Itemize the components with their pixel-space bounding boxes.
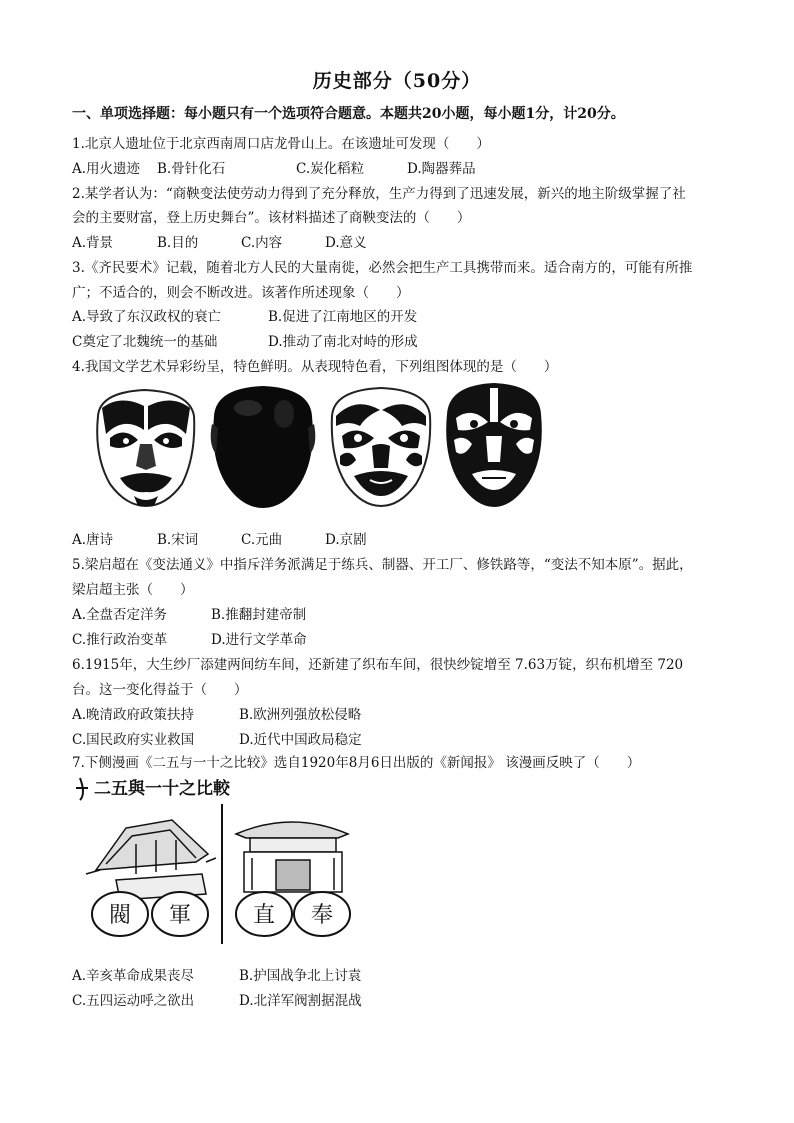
cartoon-label-zhi: 直 (252, 903, 276, 928)
question-2-option-b[interactable]: B.目的 (157, 235, 199, 251)
cartoon-right-sacks (236, 892, 350, 936)
question-3-option-b[interactable]: B.促进了江南地区的开发 (268, 309, 418, 325)
cartoon-left-building (86, 820, 216, 900)
question-4-option-c[interactable]: C.元曲 (241, 532, 283, 548)
cartoon-figure (76, 774, 376, 954)
question-6-option-a[interactable]: A.晚清政府政策扶持 (72, 707, 195, 723)
question-5-stem-line-2: 梁启超主张（ ） (72, 582, 194, 598)
question-2-option-a[interactable]: A.背景 (72, 235, 114, 251)
question-5-option-a[interactable]: A.全盘否定洋务 (72, 607, 168, 623)
question-6-option-d[interactable]: D.近代中国政局稳定 (239, 732, 362, 748)
question-3-option-c[interactable]: C奠定了北魏统一的基础 (72, 334, 218, 350)
cartoon-label-jun: 軍 (168, 903, 192, 928)
question-7-option-b[interactable]: B.护国战争北上讨袁 (239, 968, 362, 984)
question-4-option-b[interactable]: B.宋词 (157, 532, 199, 548)
question-7-stem: 7.下侧漫画《二五与一十之比较》选自1920年8月6日出版的《新闻报》 该漫画反映了（ ） (72, 755, 641, 771)
question-3-stem-line-2: 广；不适合的，则会不断改进。该著作所述现象（ ） (72, 285, 410, 301)
question-4-option-a[interactable]: A.唐诗 (72, 532, 114, 548)
opera-masks-figure (80, 380, 550, 510)
question-7-option-d[interactable]: D.北洋军阀割据混战 (239, 993, 362, 1009)
question-5-stem-line-1: 5.梁启超在《变法通义》中指斥洋务派满足于练兵、制器、开工厂、修铁路等，“变法不知本原”。据此， (72, 557, 693, 573)
mask-3-image (332, 388, 430, 506)
question-2-stem-line-1: 2.某学者认为：“商鞅变法使劳动力得到了充分释放，生产力得到了迅速发展，新兴的地主阶级掌握了社 (72, 186, 686, 202)
mask-2-image (211, 386, 316, 508)
question-1-option-a[interactable]: A.用火遗迹 (72, 161, 141, 177)
page-title: 历史部分（50分） (312, 70, 482, 92)
mask-4-image (447, 384, 541, 506)
question-1-option-d[interactable]: D.陶器葬品 (407, 161, 476, 177)
question-2-option-c[interactable]: C.内容 (241, 235, 283, 251)
question-1-stem: 1.北京人遗址位于北京西南周口店龙骨山上。在该遗址可发现（ ） (72, 136, 490, 152)
question-6-option-b[interactable]: B.欧洲列强放松侵略 (239, 707, 362, 723)
cartoon-label-fa: 閥 (108, 903, 132, 928)
question-5-option-c[interactable]: C.推行政治变革 (72, 632, 168, 648)
question-4-option-d[interactable]: D.京剧 (325, 532, 367, 548)
section-heading: 一、单项选择题：每小题只有一个选项符合题意。本题共20小题，每小题1分，计20分。 (72, 106, 625, 122)
question-5-option-b[interactable]: B.推翻封建帝制 (211, 607, 307, 623)
question-1-option-b[interactable]: B.骨针化石 (157, 161, 226, 177)
question-3-option-d[interactable]: D.推动了南北对峙的形成 (268, 334, 418, 350)
question-6-option-c[interactable]: C.国民政府实业救国 (72, 732, 195, 748)
question-2-option-d[interactable]: D.意义 (325, 235, 367, 251)
question-6-stem-line-2: 台。这一变化得益于（ ） (72, 682, 248, 698)
question-3-stem-line-1: 3.《齐民要术》记载，随着北方人民的大量南徙，必然会把生产工具携带而来。适合南方的，可能有所推 (72, 260, 693, 276)
question-1-option-c[interactable]: C.炭化稻粒 (296, 161, 365, 177)
cartoon-caption: 二五與一十之比較 (94, 779, 230, 799)
question-7-option-a[interactable]: A.辛亥革命成果丧尽 (72, 968, 195, 984)
question-3-option-a[interactable]: A.导致了东汉政权的衰亡 (72, 309, 222, 325)
question-4-stem: 4.我国文学艺术异彩纷呈，特色鲜明。从表现特色看，下列组图体现的是（ ） (72, 359, 558, 375)
question-6-stem-line-1: 6.1915年，大生纱厂添建两间纺车间，还新建了织布车间，很快纱锭增至 7.63万锭，织布机增至 720 (72, 657, 684, 673)
question-5-option-d[interactable]: D.进行文学革命 (211, 632, 307, 648)
cartoon-label-feng: 奉 (310, 903, 334, 928)
question-7-option-c[interactable]: C.五四运动呼之欲出 (72, 993, 195, 1009)
question-2-stem-line-2: 会的主要财富，登上历史舞台”。该材料描述了商鞅变法的（ ） (72, 210, 471, 226)
mask-1-image (97, 390, 194, 506)
cartoon-right-building (236, 822, 348, 892)
